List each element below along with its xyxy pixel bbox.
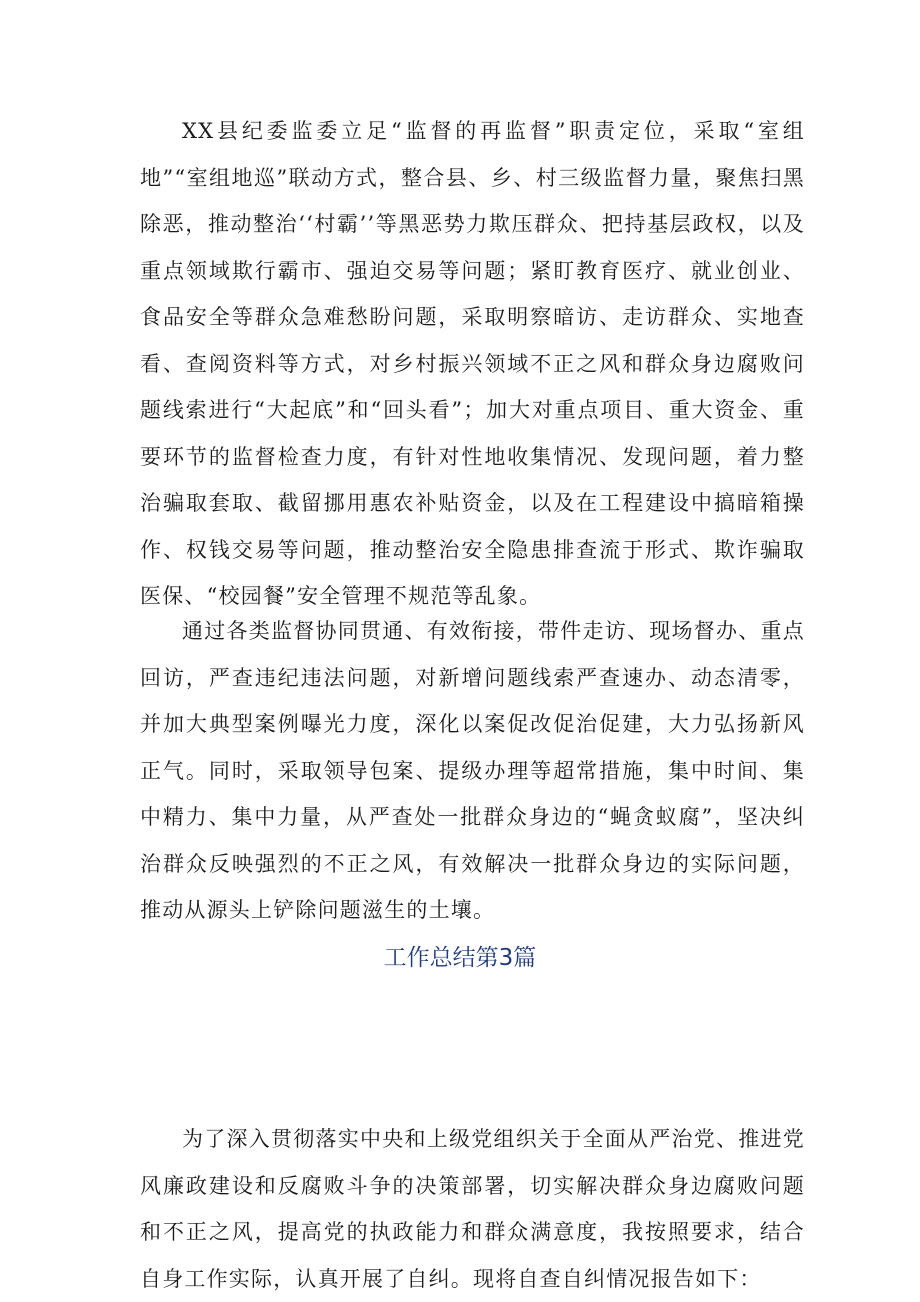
body-paragraph: 通过各类监督协同贯通、有效衔接，带件走访、现场督办、重点回访，严查违纪违法问题，对新增问题线索严查速办、动态清零，并加大典型案例曝光力度，深化以案促改促治促建，大力弘扬新风正气。同时，采取领导包案、提级办理等超常措施，集中时间、集中精力、集中力量，从严查处一批群众身边的“蝇贪蚁腐”，坚决纠治群众反映强烈的不正之风，有效解决一批群众身边的实际问题，推动从源头上铲除问题滋生的土壤。 xyxy=(140,619,805,922)
section-intro-paragraph: 为了深入贯彻落实中央和上级党组织关于全面从严治党、推进党风廉政建设和反腐败斗争的决策部署，切实解决群众身边腐败问题和不正之风，提高党的执政能力和群众满意度，我按照要求，结合自身工作实际，认真开展了自纠。现将自查自纠情况报告如下： xyxy=(140,1127,805,1291)
section-heading: 工作总结第3篇 xyxy=(383,945,537,971)
body-paragraph: XX县纪委监委立足“监督的再监督”职责定位，采取“室组地”“室组地巡”联动方式，整合县、乡、村三级监督力量，聚焦扫黑除恶，推动整治‘‘村霸’’等黑恶势力欺压群众、把持基层政权，以及重点领域欺行霸市、强迫交易等问题；紧盯教育医疗、就业创业、食品安全等群众急难愁盼问题，采取明察暗访、走访群众、实地查看、查阅资料等方式，对乡村振兴领域不正之风和群众身边腐败问题线索进行“大起底”和“回头看”；加大对重点项目、重大资金、重要环节的监督检查力度，有针对性地收集情况、发现问题，着力整治骗取套取、截留挪用惠农补贴资金，以及在工程建设中搞暗箱操作、权钱交易等问题，推动整治安全隐患排查流于形式、欺诈骗取医保、“校园餐”安全管理不规范等乱象。 xyxy=(140,119,805,608)
